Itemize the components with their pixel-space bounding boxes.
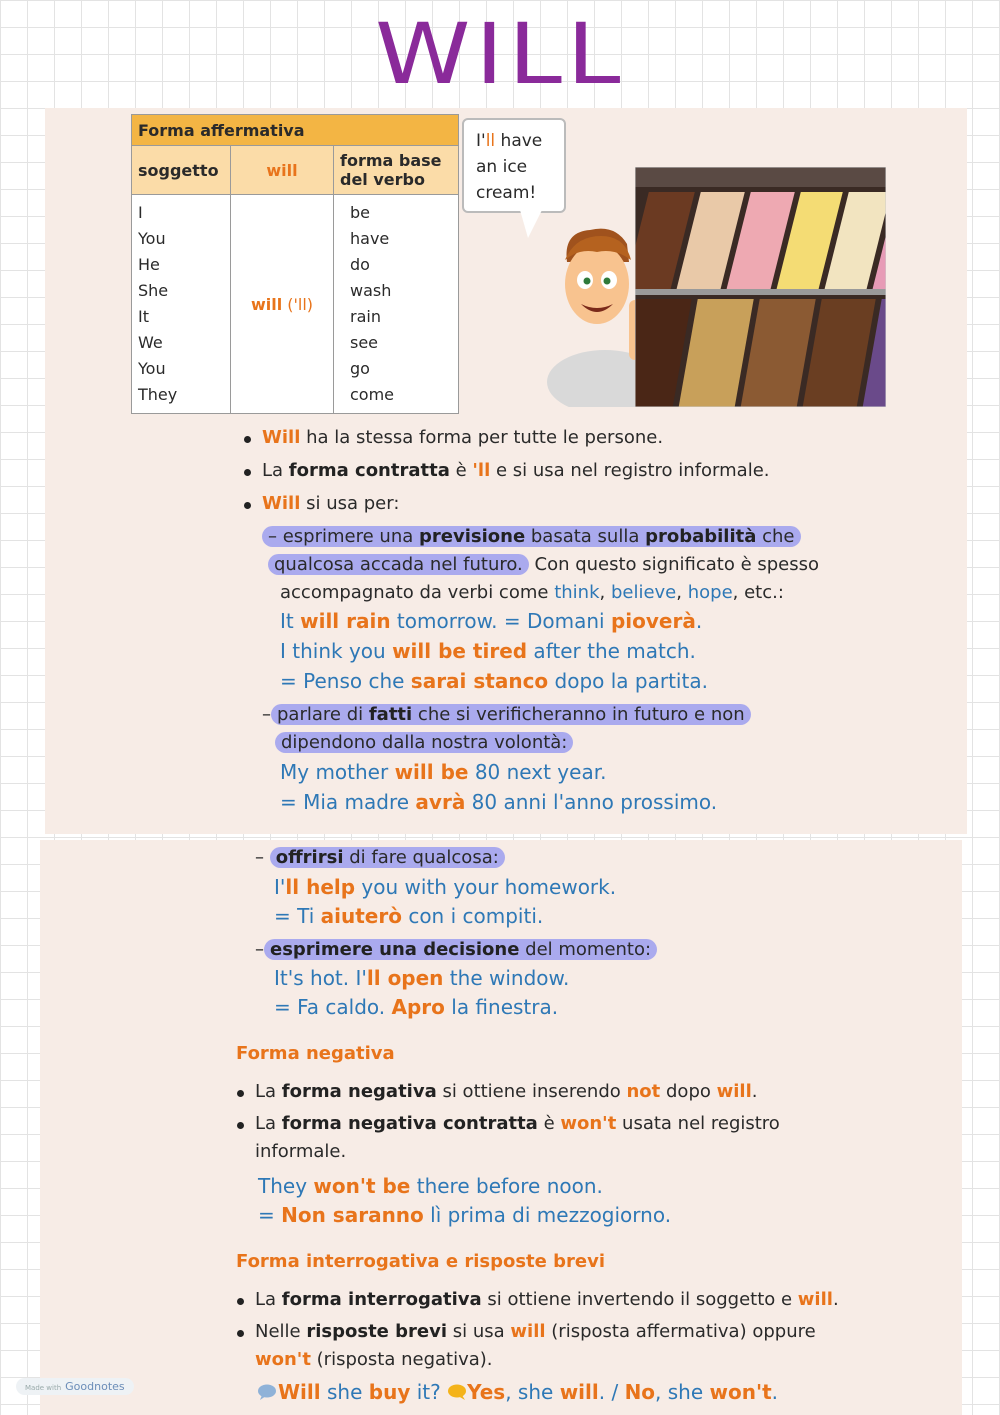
bullet-negative-contracted: La forma negativa contratta è won't usata nel registro [255, 1113, 780, 1134]
example-will-be-80: My mother will be 80 next year. [280, 760, 607, 784]
table-header: Forma affermativa [132, 115, 459, 146]
affirmative-form-table [131, 114, 459, 414]
example-wont-be: They won't be there before noon. [258, 1174, 603, 1198]
example-non-saranno: = Non saranno lì prima di mezzogiorno. [258, 1203, 672, 1227]
example-ill-open: It's hot. I'll open the window. [274, 966, 570, 990]
subject-cell: She [138, 281, 169, 300]
bullet-short-answers: Nelle risposte brevi si usa will (risposta affermativa) oppure [255, 1321, 816, 1342]
use-decision-line: – esprimere una decisione del momento: [255, 939, 657, 960]
example-sarai-stanco: = Penso che sarai stanco dopo la partita. [280, 669, 708, 693]
example-ill-help: I'll help you with your homework. [274, 875, 617, 899]
subject-cell: We [138, 333, 163, 352]
use-prediction-line1: – esprimere una previsione basata sulla probabilità che [262, 526, 801, 547]
subject-cell: You [138, 229, 166, 248]
question-speech-icon [258, 1384, 278, 1400]
bullet-will-used-for: Will si usa per: [262, 493, 400, 514]
speech-bubble-tail [520, 210, 542, 238]
subjects-column [132, 195, 231, 414]
subject-cell: I [138, 203, 143, 222]
bullet-will-same-form: Will ha la stessa forma per tutte le persone. [262, 427, 664, 448]
example-avra-80: = Mia madre avrà 80 anni l'anno prossimo. [280, 790, 718, 814]
example-short-answers: Will she buy it? Yes, she will. / No, she won't. [258, 1380, 778, 1404]
heading-interrogative-form: Forma interrogativa e risposte brevi [236, 1251, 605, 1272]
subject-cell: You [138, 359, 166, 378]
verb-cell: come [350, 385, 395, 404]
bullet-negative-form: La forma negativa si ottiene inserendo not dopo will. [255, 1081, 758, 1102]
verb-cell: do [350, 255, 370, 274]
col-header-base-verb: forma base del verbo [334, 146, 459, 195]
use-prediction-line3: accompagnato da verbi come think, believe, hope, etc.: [280, 582, 784, 603]
cartoon-boy-illustration [545, 222, 645, 407]
verb-cell: go [350, 359, 370, 378]
verb-cell: be [350, 203, 370, 222]
verbs-column [334, 195, 459, 414]
will-cell: will ('ll) [231, 195, 334, 414]
goodnotes-badge: Made with Goodnotes [16, 1378, 134, 1395]
example-will-rain: It will rain tomorrow. = Domani pioverà. [280, 609, 703, 633]
verb-cell: have [350, 229, 390, 248]
verb-cell: wash [350, 281, 392, 300]
subject-cell: It [138, 307, 149, 326]
subject-cell: He [138, 255, 160, 274]
col-header-subject: soggetto [132, 146, 231, 195]
subject-cell: They [138, 385, 178, 404]
use-offer-line: – offrirsi di fare qualcosa: [255, 847, 505, 868]
verb-cell: see [350, 333, 379, 352]
page-title: WILL [374, 5, 626, 103]
use-facts-line2: dipendono dalla nostra volontà: [275, 732, 573, 753]
bullet-short-answers-cont: won't (risposta negativa). [255, 1349, 493, 1370]
use-prediction-line2: qualcosa accada nel futuro. Con questo significato è spesso [268, 554, 819, 575]
speech-bubble: I'll have an ice cream! [462, 118, 566, 213]
bullet-negative-contracted-cont: informale. [255, 1141, 347, 1162]
example-will-be-tired: I think you will be tired after the match. [280, 639, 696, 663]
bullet-contracted-form: La forma contratta è 'll e si usa nel registro informale. [262, 460, 770, 481]
heading-negative-form: Forma negativa [236, 1043, 395, 1064]
example-apro: = Fa caldo. Apro la finestra. [274, 995, 559, 1019]
verb-cell: rain [350, 307, 381, 326]
gelato-display-photo [635, 167, 886, 407]
bullet-interrogative-form: La forma interrogativa si ottiene invertendo il soggetto e will. [255, 1289, 839, 1310]
answer-speech-icon [447, 1384, 467, 1400]
col-header-will: will [231, 146, 334, 195]
example-ti-aiutero: = Ti aiuterò con i compiti. [274, 904, 544, 928]
use-facts-line1: – parlare di fatti che si verificheranno in futuro e non [262, 704, 751, 725]
